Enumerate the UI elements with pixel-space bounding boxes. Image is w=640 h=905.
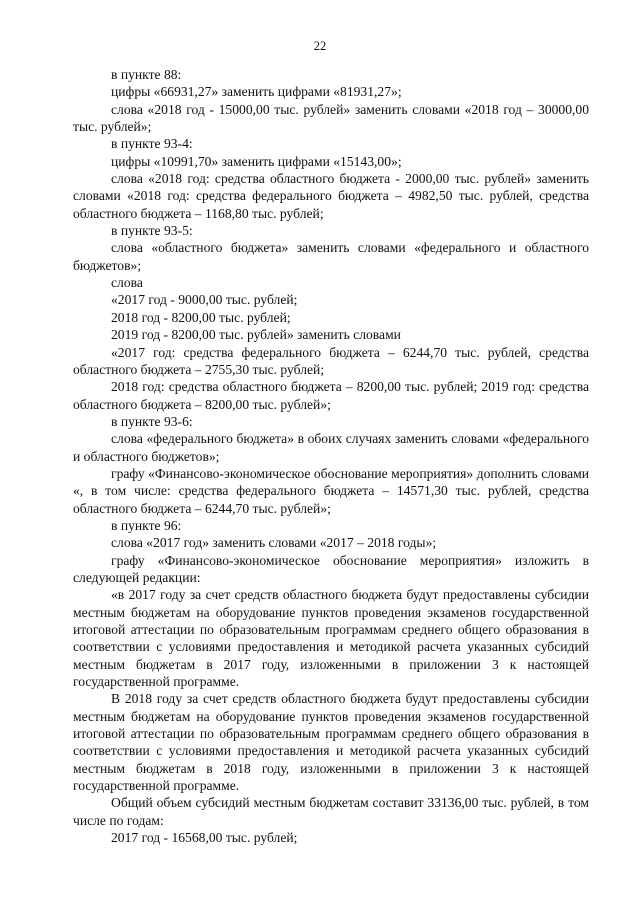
paragraph: «2017 год - 9000,00 тыс. рублей;: [111, 292, 298, 308]
paragraph: 2018 год - 8200,00 тыс. рублей;: [111, 309, 291, 325]
paragraph: 2018 год: средства областного бюджета – 8200,00 тыс. рублей; 2019 год: средства областного бюджета – 8200,00 тыс. рублей»;: [73, 379, 589, 412]
paragraph: слова «2018 год: средства областного бюджета - 2000,00 тыс. рублей» заменить словами «2018 год: средства федерального бюджета – 4982,50 тыс. рублей, средства областного бюджета – 1168,80 тыс. рублей;: [73, 171, 589, 221]
paragraph: «в 2017 году за счет средств областного бюджета будут предоставлены субсидии местным бюджетам на оборудование пунктов проведения экзаменов государственной итоговой аттестации по образовательным программам среднего общего образования в соответствии с условиями предоставления и методикой расчета указанных субсидий местным бюджетам в 2017 году, изложенными в приложении 3 к настоящей государственной программе.: [73, 587, 589, 690]
paragraph: слова «федерального бюджета» в обоих случаях заменить словами «федерального и областного бюджетов»;: [73, 431, 589, 464]
paragraph: графу «Финансово-экономическое обоснование мероприятия» изложить в следующей редакции:: [73, 552, 589, 585]
page-number: 22: [313, 39, 327, 53]
paragraph: 2017 год - 16568,00 тыс. рублей;: [111, 830, 298, 846]
paragraph: слова «областного бюджета» заменить словами «федерального и областного бюджетов»;: [73, 240, 589, 273]
paragraph: в пункте 93-6:: [111, 413, 193, 429]
paragraph: в пункте 93-5:: [111, 223, 193, 239]
paragraph: Общий объем субсидий местным бюджетам составит 33136,00 тыс. рублей, в том числе по годам:: [73, 795, 589, 828]
paragraph: в пункте 96:: [111, 517, 182, 533]
paragraph: «2017 год: средства федерального бюджета – 6244,70 тыс. рублей, средства областного бюджета – 2755,30 тыс. рублей;: [73, 344, 589, 377]
paragraph: цифры «66931,27» заменить цифрами «81931,27»;: [111, 84, 402, 100]
paragraph: слова «2018 год - 15000,00 тыс. рублей» заменить словами «2018 год – 30000,00 тыс. рублей»;: [73, 101, 589, 135]
paragraph: В 2018 году за счет средств областного бюджета будут предоставлены субсидии местным бюджетам на оборудование пунктов проведения экзаменов государственной итоговой аттестации по образовательным программам среднего общего образования в соответствии с условиями предоставления и методикой расчета указанных субсидий местным бюджетам в 2018 году, изложенными в приложении 3 к настоящей государственной программе.: [73, 691, 589, 794]
paragraph: в пункте 93-4:: [111, 136, 193, 152]
paragraph: цифры «10991,70» заменить цифрами «15143,00»;: [111, 153, 402, 169]
paragraph: в пункте 88:: [111, 67, 182, 82]
paragraph: 2019 год - 8200,00 тыс. рублей» заменить словами: [111, 327, 401, 343]
paragraph: слова «2017 год» заменить словами «2017 – 2018 годы»;: [111, 535, 437, 551]
document-body: [73, 66, 589, 846]
paragraph: графу «Финансово-экономическое обоснование мероприятия» дополнить словами «, в том числе: средства федерального бюджета – 14571,30 тыс. рублей, средства областного бюджета – 6244,70 тыс. рублей»;: [73, 465, 589, 516]
paragraph: слова: [111, 275, 143, 291]
